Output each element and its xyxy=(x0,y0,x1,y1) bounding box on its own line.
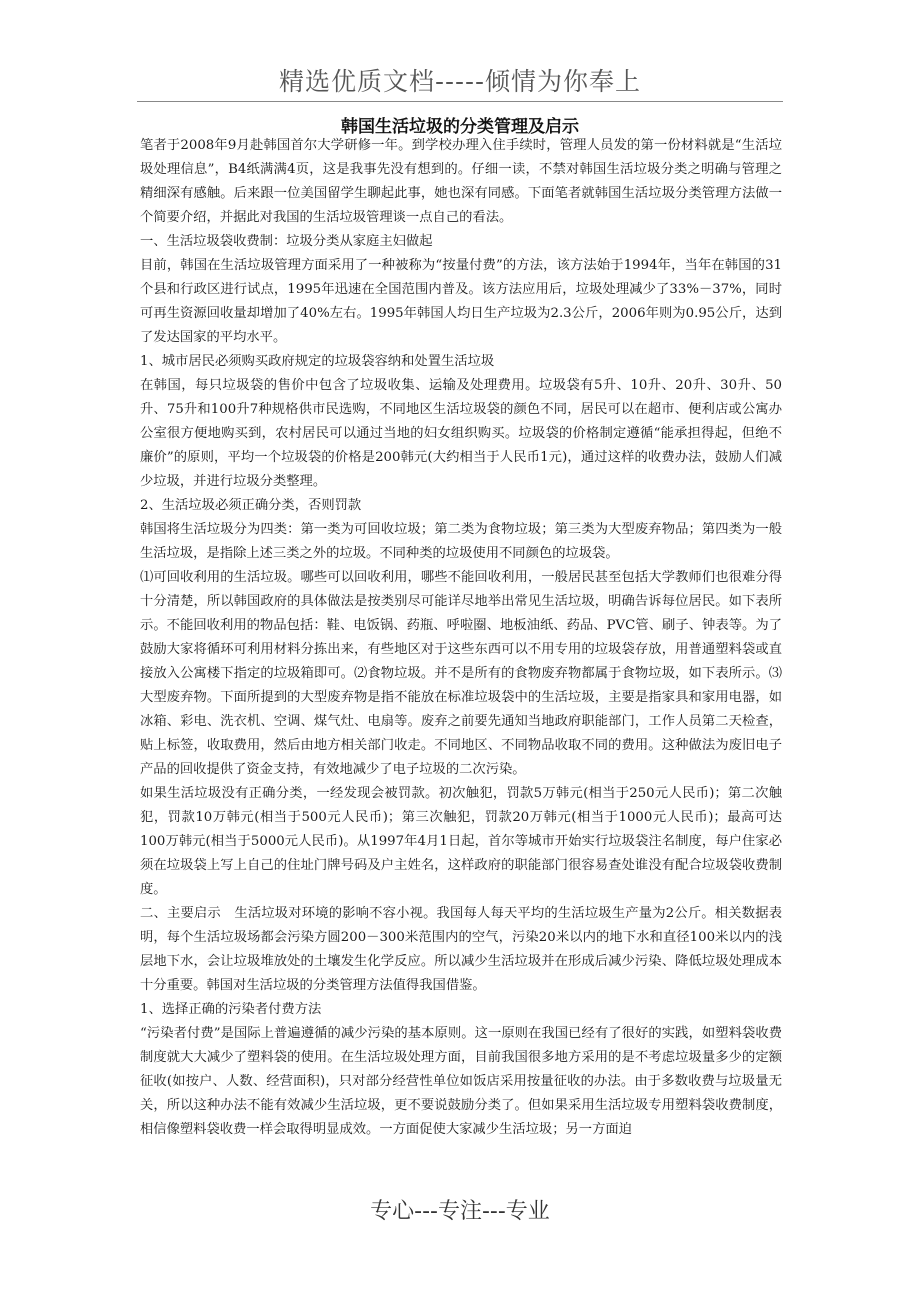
paragraph: “污染者付费”是国际上普遍遵循的减少污染的基本原则。这一原则在我国已经有了很好的实践，如塑料袋收费制度就大大减少了塑料袋的使用。在生活垃圾处理方面，目前我国很多地方采用的是不考虑垃圾量多少的定额征收(如按户、人数、经营面积)，只对部分经营性单位如饭店采用按量征收的办法。由于多数收费与垃圾量无关，所以这种办法不能有效减少生活垃圾，更不要说鼓励分类了。但如果采用生活垃圾专用塑料袋收费制度，相信像塑料袋收费一样会取得明显成效。一方面促使大家减少生活垃圾；另一方面迫 xyxy=(140,1026,782,1137)
page-header: 精选优质文档-----倾情为你奉上 xyxy=(278,67,642,96)
page-footer: 专心---专注---专业 xyxy=(370,1199,550,1224)
paragraph: 目前，韩国在生活垃圾管理方面采用了一种被称为“按量付费”的方法，该方法始于1994年，当年在韩国的31个县和行政区进行试点，1995年迅速在全国范围内普及。该方法应用后，垃圾处理减少了33%－37%，同时可再生资源回收量却增加了40%左右。1995年韩国人均日生产垃圾为2.3公斤，2006年则为0.95公斤，达到了发达国家的平均水平。 xyxy=(140,258,782,345)
document-body xyxy=(140,134,782,1142)
subsection-heading: 2、生活垃圾必须正确分类，否则罚款 xyxy=(140,498,362,513)
section-heading-2: 二、主要启示 生活垃圾对环境的影响不容小视。我国每人每天平均的生活垃圾生产量为2公斤。相关数据表明，每个生活垃圾场都会污染方圆200－300米范围内的空气，污染20米以内的地下水和直径100米以内的浅层地下水，会让垃圾堆放处的土壤发生化学反应。所以减少生活垃圾并在形成后减少污染、降低垃圾处理成本十分重要。韩国对生活垃圾的分类管理方法值得我国借鉴。 xyxy=(140,906,782,993)
paragraph: ⑴可回收利用的生活垃圾。哪些可以回收利用，哪些不能回收利用，一般居民甚至包括大学教师们也很难分得十分清楚，所以韩国政府的具体做法是按类别尽可能详尽地举出常见生活垃圾，明确告诉每位居民。如下表所示。不能回收利用的物品包括：鞋、电饭锅、药瓶、呼啦圈、地板油纸、药品、PVC管、刷子、钟表等。为了鼓励大家将循环可利用材料分拣出来，有些地区对于这些东西可以不用专用的垃圾袋存放，用普通塑料袋或直接放入公寓楼下指定的垃圾箱即可。⑵食物垃圾。并不是所有的食物废弃物都属于食物垃圾，如下表所示。⑶大型废弃物。下面所提到的大型废弃物是指不能放在标准垃圾袋中的生活垃圾，主要是指家具和家用电器，如冰箱、彩电、洗衣机、空调、煤气灶、电扇等。废弃之前要先通知当地政府职能部门，工作人员第二天检查，贴上标签，收取费用，然后由地方相关部门收走。不同地区、不同物品收取不同的费用。这种做法为废旧电子产品的回收提供了资金支持，有效地减少了电子垃圾的二次污染。 xyxy=(140,570,782,777)
paragraph: 韩国将生活垃圾分为四类：第一类为可回收垃圾；第二类为食物垃圾；第三类为大型废弃物品；第四类为一般生活垃圾，是指除上述三类之外的垃圾。不同种类的垃圾使用不同颜色的垃圾袋。 xyxy=(140,522,782,561)
section-heading-1: 一、生活垃圾袋收费制：垃圾分类从家庭主妇做起 xyxy=(140,234,433,249)
header-divider xyxy=(137,101,783,102)
paragraph: 如果生活垃圾没有正确分类，一经发现会被罚款。初次触犯，罚款5万韩元(相当于250元人民币)；第二次触犯，罚款10万韩元(相当于500元人民币)；第三次触犯，罚款20万韩元(相当于1000元人民币)；最高可达100万韩元(相当于5000元人民币)。从1997年4月1日起，首尔等城市开始实行垃圾袋注名制度，每户住家必须在垃圾袋上写上自己的住址门牌号码及户主姓名，这样政府的职能部门很容易查处谁没有配合垃圾袋收费制度。 xyxy=(140,786,782,897)
paragraph: 在韩国，每只垃圾袋的售价中包含了垃圾收集、运输及处理费用。垃圾袋有5升、10升、20升、30升、50升、75升和100升7种规格供市民选购，不同地区生活垃圾袋的颜色不同，居民可以在超市、便利店或公寓办公室很方便地购买到，农村居民可以通过当地的妇女组织购买。垃圾袋的价格制定遵循“能承担得起，但绝不廉价”的原则，平均一个垃圾袋的价格是200韩元(大约相当于人民币1元)，通过这样的收费办法，鼓励人们减少垃圾，并进行垃圾分类整理。 xyxy=(140,378,782,489)
document-title: 韩国生活垃圾的分类管理及启示 xyxy=(341,117,579,137)
paragraph-intro: 笔者于2008年9月赴韩国首尔大学研修一年。到学校办理入住手续时，管理人员发的第一份材料就是“生活垃圾处理信息”，B4纸满满4页，这是我事先没有想到的。仔细一读，不禁对韩国生活垃圾分类之明确与管理之精细深有感触。后来跟一位美国留学生聊起此事，她也深有同感。下面笔者就韩国生活垃圾分类管理方法做一个简要介绍，并据此对我国的生活垃圾管理谈一点自己的看法。 xyxy=(140,138,782,225)
subsection-heading: 1、城市居民必须购买政府规定的垃圾袋容纳和处置生活垃圾 xyxy=(140,354,495,369)
subsection-heading: 1、选择正确的污染者付费方法 xyxy=(140,1002,322,1017)
